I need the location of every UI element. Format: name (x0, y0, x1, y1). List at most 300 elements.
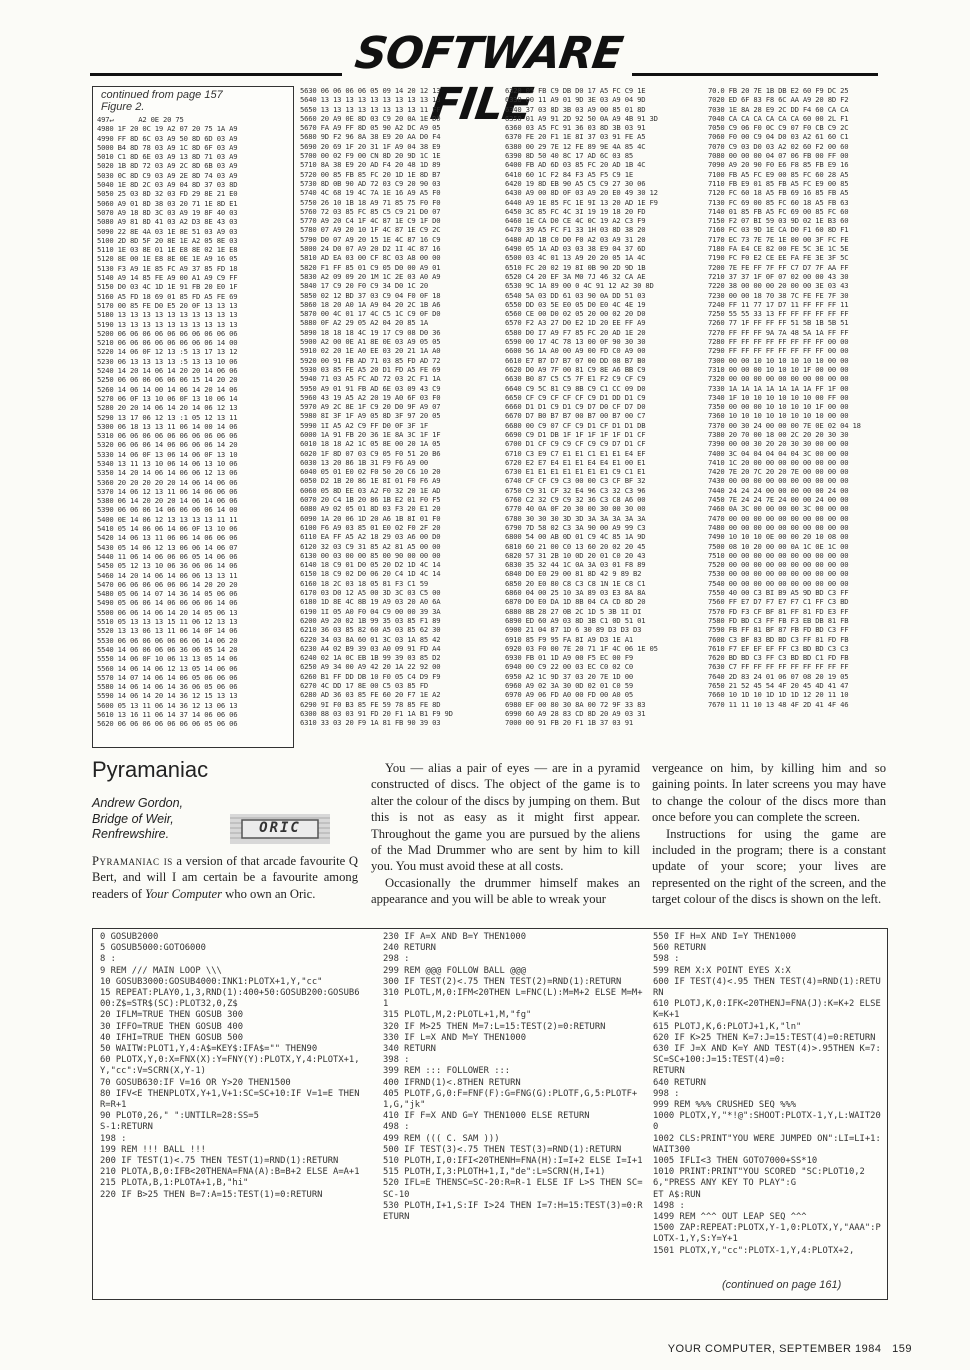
article-paragraph: Instructions for using the game are included in the program; there is a constant update of your score; your lives are represented on the right of the screen, and the target colour of the discs is shown on the left. (652, 826, 886, 907)
hex-line: 5780 07 A9 20 10 1F 4C 87 1E C9 2C (300, 225, 441, 235)
hex-line: 5420 14 06 13 11 06 06 14 06 06 06 (97, 533, 238, 543)
hex-line: 5310 06 06 06 06 06 06 06 06 06 06 (97, 431, 238, 441)
section-title: SOFTWARE FILE (351, 28, 626, 130)
code-line: 1005 IFLI<3 THEN GOTO7000+SS*10 (653, 1156, 818, 1167)
hex-line: 6410 60 1C F2 84 F3 A5 F5 C9 1E (505, 169, 633, 179)
hex-line: 5340 13 11 13 10 06 14 06 13 10 06 (97, 458, 238, 468)
hex-line: 6940 00 C9 22 00 03 EC C0 02 C0 (505, 662, 633, 672)
hex-line: 5760 72 03 85 FC 85 C5 C9 21 D0 07 (300, 206, 441, 216)
hex-line: 6840 D0 E0 29 00 81 8D 42 9 89 B2 (505, 569, 642, 579)
hex-line: 7180 FA E4 CE 82 00 FE 5C 3E 1C 5E (708, 244, 849, 254)
article-intro (92, 853, 358, 902)
hex-line: 5350 14 20 14 06 14 06 06 12 13 06 (97, 468, 238, 478)
hex-line: 6640 C9 5C 81 C9 8B C9 C1 CC 09 D0 (505, 383, 646, 393)
hex-line: 5560 14 06 14 06 12 13 05 14 06 06 (97, 663, 238, 673)
hex-line: 5140 A9 14 85 FE A9 00 A1 A9 C9 FF (97, 273, 238, 283)
author-name: Andrew Gordon, (92, 796, 184, 810)
hex-line: 6390 8D 50 40 8C 17 AD 6C 03 85 (505, 151, 633, 161)
hex-line: 5730 8D 0B 90 AD 72 03 C9 20 90 03 (300, 178, 441, 188)
hex-line: 6200 A9 20 02 1B 99 35 03 85 F1 89 (300, 615, 441, 625)
hex-line: 5720 00 85 FB 85 FC 20 1D 1E 8D B7 (300, 169, 441, 179)
hex-line: 6470 39 A5 FC F1 33 1H 03 8D 38 20 (505, 225, 646, 235)
hex-line: 6040 05 01 E0 02 F0 50 20 C6 10 20 (300, 467, 441, 477)
hex-line: 5500 06 06 14 06 14 20 14 05 06 13 (97, 607, 238, 617)
hex-line: 6380 00 29 7E 12 FE 89 9E 4A 85 4C (505, 141, 646, 151)
hex-line: 5450 05 12 13 10 06 36 06 06 14 06 (97, 561, 238, 571)
hex-line: 5480 05 06 14 07 14 36 14 05 06 06 (97, 589, 238, 599)
hex-line: 7160 FC 03 9D 1E CA D0 F1 60 8D F1 (708, 225, 849, 235)
hex-line: 5750 26 10 1B 18 A9 71 85 75 F0 F0 (300, 197, 441, 207)
hex-line: 7600 C3 BF 83 BD BD C3 FF 81 FD FB (708, 634, 849, 644)
hex-line: 5510 05 13 13 13 15 11 06 12 13 13 (97, 617, 238, 627)
code-line: 520 IFL=E THENSC=SC-20:R=R-1 ELSE IF L>S THEN SC=SC-10 (383, 1178, 643, 1200)
hex-line: 5160 A5 FD 18 69 01 85 FD A5 FE 69 (97, 291, 238, 301)
code-line: 1002 CLS:PRINT"YOU WERE JUMPED ON":LI=LI+1:WAIT300 (653, 1133, 881, 1155)
hex-line: 5830 A2 09 09 20 1M 1C 2E 03 A0 A9 (300, 271, 441, 281)
code-line: 30 IFFO=TRUE THEN GOSUB 400 (100, 1021, 243, 1032)
hex-line: 6740 CF CF C9 C3 00 00 C3 CF BF 32 (505, 476, 646, 486)
hex-line: 6010 18 18 A2 1C 05 8E 00 20 1A 05 (300, 439, 441, 449)
code-line: 410 IF F=X AND G=Y THEN1000 ELSE RETURN (383, 1111, 590, 1122)
hex-line: 6480 AD 1B C0 D0 F0 A2 03 A9 31 20 (505, 234, 646, 244)
code-line: 8 : (100, 954, 116, 965)
hex-line: 6910 85 F9 95 FA 8I A9 D3 1E A1 (505, 634, 633, 644)
code-line: 330 IF L=X AND M=Y THEN1000 (383, 1032, 526, 1043)
hex-line: 6260 B1 FF DD DB 10 F0 05 C4 D9 F9 (300, 671, 441, 681)
hex-line: 7400 3C 04 04 04 04 04 3C 00 00 00 (708, 448, 849, 458)
hex-line: 6730 E1 E1 E1 E1 E1 E1 E1 C9 C1 E1 (505, 467, 646, 477)
hex-line: 6580 D0 I7 A9 F7 85 FC 20 AD 1E 20 (505, 327, 646, 337)
code-line: 1498 : (653, 1200, 685, 1211)
author-town: Bridge of Weir, (92, 811, 174, 826)
hex-line: 6240 02 1A 0C EB 1B 99 39 03 85 D2 (300, 653, 441, 663)
hex-line: 6520 C4 20 EF 3A M0 7J 46 32 CA AE (505, 271, 646, 281)
code-line: 50 WAITW:PLOT1,Y,4:A$=KEY$:IFA$="" THEN90 (100, 1044, 318, 1055)
hex-line: 6360 03 A5 FC 91 36 03 8D 3B 03 91 (505, 123, 646, 133)
hex-line: 7290 FF FF FF FF FF FF FF FF 00 00 (708, 346, 849, 356)
code-line: 550 IF H=X AND I=Y THEN1000 (653, 932, 796, 942)
hex-line: 6530 9C 1A 89 00 0 4C 91 12 A2 30 8D (505, 281, 654, 291)
code-line: 1499 REM ^^^ OUT LEAP SEQ ^^^ (653, 1212, 807, 1223)
hex-line: 5870 00 4C 01 17 4C C5 1C C9 0F D0 (300, 309, 441, 319)
hex-line: 7390 00 00 30 20 20 30 30 00 00 00 (708, 439, 849, 449)
hex-line: 7530 00 00 00 00 00 00 00 00 00 00 (708, 569, 849, 579)
code-line: 499 REM ((( C. SAM ))) (383, 1133, 500, 1144)
hex-line: 6720 E2 E7 E4 E1 E1 E4 E4 E1 00 E1 (505, 457, 646, 467)
code-line: 299 REM @@@ FOLLOW BALL @@@ (383, 965, 526, 976)
hex-line: 6620 D0 A9 7F 00 81 C9 8E A6 BB C9 (505, 364, 646, 374)
hex-line: 5240 14 20 14 06 14 20 20 14 06 06 (97, 366, 238, 376)
hex-line: 5320 06 06 06 14 06 06 06 06 14 20 (97, 440, 238, 450)
hex-line: 6430 A9 00 8D 0F 03 A9 20 E0 49 30 12 (505, 188, 658, 198)
code-line: 5 GOSUB5000:GOTO6000 (100, 943, 206, 954)
hex-line: 6630 B0 87 C5 C5 7F E1 F2 C9 CF C9 (505, 374, 646, 384)
hex-line: 5650 13 13 13 13 13 13 13 13 11 FF (300, 104, 441, 114)
code-line: 60 PLOTX,Y,0:X=FNX(X):Y=FNY(Y):PLOTX,Y,4:PLOTX+1,Y,"cc":V=SCRN(X,Y-1) (100, 1055, 360, 1077)
oric-badge-label: ORIC (259, 820, 301, 836)
code-line: 530 PLOTH,I+1,S:IF I>24 THEN I=7:H=15:TEST(3)=0:RETURN (383, 1200, 643, 1223)
hex-line: 7090 A9 20 90 F0 E6 F8 85 FB E9 16 (708, 160, 849, 170)
hex-line: 7490 10 10 10 0E 00 00 20 10 08 00 (708, 532, 849, 542)
hex-line: 6670 D7 B0 B7 B7 00 B7 00 B7 00 C7 (505, 411, 646, 421)
hex-line: 7440 24 24 24 00 00 00 00 00 24 00 (708, 485, 849, 495)
hex-line: 6000 1A 91 FB 20 36 1E 8A 3C 1F 1F (300, 429, 441, 439)
hex-line: 5810 AD EA 03 00 CF 8C 03 A8 00 00 (300, 253, 441, 263)
hex-line: 5840 17 C9 20 F0 C9 34 D0 1C 20 (300, 281, 428, 291)
hex-line: 7580 FD BD C3 FF FB F3 EB DB 81 FB (708, 615, 849, 625)
hex-line: 7510 00 00 00 00 00 00 00 00 00 00 (708, 550, 849, 560)
hex-line: 7300 00 00 10 10 10 10 10 10 00 00 (708, 355, 849, 365)
code-line: S-1:RETURN (100, 1122, 153, 1133)
hex-line: 4980 1F 20 0C 19 A2 07 20 75 1A A9 (97, 124, 238, 134)
hex-line: 7170 EC 73 7E 7E 1E 00 00 3F FC FE (708, 234, 849, 244)
hex-line: 5820 F1 FF 85 01 C9 05 D0 00 A9 01 (300, 262, 441, 272)
hex-line: 6760 C2 32 C9 C9 32 36 C3 C8 A6 00 (505, 495, 646, 505)
hex-line: 6350 01 A9 91 2D 92 50 0A A9 4B 91 3D (505, 113, 658, 123)
hex-line: 6300 88 03 03 91 FD 20 F1 1A B1 F9 9D (300, 708, 453, 718)
hex-line: 7430 00 00 00 00 00 00 00 00 00 00 (708, 476, 849, 486)
code-line: 405 PLOTF,G,0:F=FNF(F):G=FNG(G):PLOTF,G,5:PLOTF+1,G,"jk" (383, 1088, 638, 1111)
hex-line: 7100 FB A5 FC E9 00 85 FC 60 28 A5 (708, 169, 849, 179)
hex-line: 6050 D2 1B 20 86 1E 8I 01 F0 F6 A9 (300, 476, 441, 486)
header-rule-left (90, 73, 342, 76)
hex-line: 5790 D0 07 A9 20 15 1E 4C 87 16 C9 (300, 234, 441, 244)
hex-line: 5600 05 13 11 06 14 36 12 13 06 13 (97, 700, 238, 710)
hex-line: 5540 14 06 06 06 06 36 06 05 14 20 (97, 644, 238, 654)
code-line: 320 IF M>25 THEN M=7:L=15:TEST(2)=0:RETURN (383, 1021, 606, 1032)
code-line: 9 REM /// MAIN LOOP \\\ (100, 965, 222, 976)
hex-line: 7560 FF E7 D7 F7 E7 F7 C1 FF C3 BD (708, 597, 849, 607)
hex-line: 5300 06 18 13 13 11 06 14 00 14 06 (97, 421, 238, 431)
hex-line: 5400 0E 14 06 12 13 13 13 13 11 11 (97, 514, 238, 524)
hex-line: 7320 00 00 00 00 00 00 00 00 00 00 (708, 374, 849, 384)
hex-line: 5880 0F A2 29 05 A2 04 20 85 1A (300, 318, 428, 328)
hex-line: 6490 05 1A AD 03 03 38 E9 04 37 6D (505, 244, 646, 254)
hex-column-1 (93, 115, 293, 737)
basic-listing-column-1 (100, 932, 362, 1294)
hex-line: 5330 14 06 0F 13 06 14 06 0F 13 10 (97, 449, 238, 459)
hex-line: 6890 ED 60 A9 03 8D 3B C1 0D 51 01 (505, 615, 646, 625)
code-line: 515 PLOTH,I,3:PLOTH+1,I,"de":L=SCRN(H,I+1) (383, 1167, 606, 1178)
hex-line: 5370 14 06 12 13 11 06 14 06 06 06 (97, 486, 238, 496)
hex-line: 7460 0A 3C 00 00 00 00 3C 00 00 00 (708, 504, 849, 514)
hex-line: 6250 A9 34 00 A9 42 20 1A 22 92 00 (300, 662, 441, 672)
hex-line: 7360 10 10 10 10 10 10 10 10 00 00 (708, 411, 849, 421)
hex-line: 5410 05 14 06 06 14 06 0F 13 10 06 (97, 524, 238, 534)
hex-line: 5100 2D 8D 5F 20 8E 1E A2 05 8E 03 (97, 235, 238, 245)
article-column-3 (652, 760, 886, 908)
hex-line: 6950 A2 1C 9D 37 03 20 7E 1D 00 (505, 671, 633, 681)
basic-listing-column-3 (653, 932, 881, 1274)
hex-line: 5200 06 06 06 06 06 06 06 06 06 06 (97, 328, 238, 338)
code-line: 1010 PRINT:PRINT"YOU SCORED "SC:PLOT10,26,"PRESS ANY KEY TO PLAY":G (653, 1167, 865, 1189)
hex-line: 7070 C9 03 D0 03 A2 02 60 F2 00 60 (708, 141, 849, 151)
hex-line: 6120 32 03 C9 31 85 A2 81 A5 00 00 (300, 541, 441, 551)
hex-line: 5950 A9 01 91 FB AD 6E 03 09 43 C9 (300, 383, 441, 393)
hex-line: 6980 EF 00 80 30 8A 00 72 9F 33 83 (505, 699, 646, 709)
hex-line: 5280 20 20 14 06 14 20 14 06 12 13 (97, 403, 238, 413)
code-line: 640 RETURN (653, 1077, 706, 1088)
hex-line: 5740 4C 68 19 4C 7A 1E 16 A9 A5 F0 (300, 188, 441, 198)
hex-line: 6510 FC 20 02 19 8I 0B 90 2D 9D 1B (505, 262, 646, 272)
code-line: 599 REM X:X POINT EYES X:X (653, 965, 791, 976)
hex-line: 7620 BD BD C3 FF C3 BD BD C1 FD FB (708, 653, 849, 663)
code-line: 230 IF A=X AND B=Y THEN1000 (383, 932, 526, 942)
hex-line: 5190 13 13 13 13 13 13 13 13 13 13 (97, 319, 238, 329)
hex-line: 5700 00 02 F9 00 CN 8D 20 9D 1C 1E (300, 151, 441, 161)
hex-line: 7380 20 70 00 18 00 2C 20 20 30 30 (708, 429, 849, 439)
intro-magazine: Your Computer (145, 886, 223, 901)
hex-line: 7040 CA CA CA CA CA CA 60 00 2L F1 (708, 113, 849, 123)
hex-line: 5550 14 06 0F 10 06 13 13 05 14 06 (97, 654, 238, 664)
hex-line: 5090 22 8E 4A 03 1E 8E 51 03 A9 03 (97, 226, 238, 236)
code-line: 1500 ZAP:REPEAT:PLOTX,Y-1,0:PLOTX,Y,"AAA":PLOTX-1,Y,S:Y=Y+1 (653, 1223, 881, 1245)
hex-line: 7270 FF FF FF 9A 7A 48 5A 1A FF FF (708, 327, 849, 337)
hex-line: 5980 8I 3F 1F A9 05 8D 3F 97 20 05 (300, 411, 441, 421)
hex-line: 6330 00 11 A9 01 9D 3E 03 A9 04 9D (505, 95, 646, 105)
hex-line: 5460 14 20 14 06 14 06 06 13 13 11 (97, 570, 238, 580)
hex-line: 6100 F6 A9 03 85 01 E0 02 F0 2F 20 (300, 522, 441, 532)
hex-line: 6370 FE 20 F1 1E 8I 37 03 91 FE A5 (505, 132, 646, 142)
code-line: 298 : (383, 954, 410, 965)
hex-line: 6500 03 4C 01 13 A9 20 20 05 1A 4C (505, 253, 646, 263)
hex-line: 5680 9D F2 96 8A 38 E9 20 AA D0 F4 (300, 132, 441, 142)
code-line: 598 : (653, 954, 680, 965)
code-line: 0 GOSUB2000 (100, 932, 159, 942)
hex-line: 5120 8E 00 1E E8 8E 0E 1E A9 16 05 (97, 254, 238, 264)
hex-line: 7060 F0 00 C9 04 D0 03 A2 61 60 C1 (708, 132, 849, 142)
hex-line: 5440 11 06 14 06 06 06 05 14 06 06 (97, 551, 238, 561)
hex-line: 7190 FC F0 E2 CE EE FA FE 3E 3F 5C (708, 253, 849, 263)
figure-label: Figure 2. (101, 101, 145, 113)
intro-lead: Pyramaniac is (92, 854, 173, 868)
hex-line: 5010 C1 8D 6E 03 A9 13 8D 71 03 A9 (97, 152, 238, 162)
hex-line: 5930 03 85 FE A5 20 D1 FD A5 FE 69 (300, 364, 441, 374)
hex-line: 5940 71 03 A5 FC AD 72 03 2C F1 1A (300, 374, 441, 384)
hex-line: 5580 14 06 14 06 14 36 06 05 06 06 (97, 682, 238, 692)
hex-line: 6020 1F 8D 07 03 C9 05 F0 51 20 B6 (300, 448, 441, 458)
hex-line: 6920 03 F0 00 7E 20 71 1F 4C 06 1E 05 (505, 643, 658, 653)
page-footer: YOUR COMPUTER, SEPTEMBER 1984 159 (667, 1343, 912, 1355)
hex-line: 7650 21 52 45 54 4F 20 45 4D 41 47 (708, 681, 849, 690)
hex-line: 6080 A9 02 05 01 8D 03 F3 20 E1 20 (300, 504, 441, 514)
hex-line: 7350 00 00 00 10 10 10 10 1F 00 00 (708, 402, 849, 412)
hex-line: 5070 A9 18 8D 3C 03 A9 19 8F 40 03 (97, 207, 238, 217)
hex-line: 7420 7E 20 7C 20 20 7E 00 00 00 00 (708, 467, 849, 477)
article-column-2 (371, 760, 640, 908)
hex-line: 5710 8A 38 E9 20 AD F4 20 48 1D 89 (300, 160, 441, 170)
code-line: 20 IFLM=TRUE THEN GOSUB 300 (100, 1010, 243, 1021)
hex-line: 6130 00 03 00 00 85 00 90 00 00 00 (300, 550, 441, 560)
hex-line: 7140 01 85 FB A5 FC 69 00 85 FC 60 (708, 206, 849, 216)
hex-line: 7370 00 30 24 00 00 00 7E 0E 02 04 18 (708, 420, 861, 430)
code-line: 220 IF B>25 THEN B=7:A=15:TEST(1)=0:RETURN (100, 1189, 323, 1200)
hex-line: 6160 18 2C 03 18 05 81 F3 C1 59 (300, 578, 428, 588)
hex-line: 6680 00 C9 07 CF C9 D1 CF D1 D1 DB (505, 420, 646, 430)
code-line: 1501 PLOTX,Y,"cc":PLOTX-1,Y,4:PLOTX+2, (653, 1245, 855, 1256)
code-line: 310 PLOTL,M,0:IFM<20THEN L=FNC(L):M=M+2 ELSE M=M+1 (383, 988, 643, 1010)
hex-line: 5390 06 06 06 14 06 06 06 06 14 00 (97, 505, 238, 515)
article-paragraph: vergeance on him, by killing him and so gaining points. In later screens you may have to change the colour of the discs more than once before you can complete the screen. (652, 761, 886, 825)
hex-column-3 (505, 86, 705, 746)
hex-line: 5470 06 06 06 06 06 06 14 20 20 20 (97, 579, 238, 589)
hex-line: 6880 8B 28 27 0B 2C 1D 5 3B 1I DI (505, 606, 642, 616)
hex-line: 7330 1A 1A 1A 1A 1A 1A 1A FF 1F 00 (708, 383, 849, 393)
header-rule-right (632, 73, 878, 76)
code-line: 240 RETURN (383, 943, 436, 954)
hex-line: 6560 CE 00 D0 02 05 20 00 02 20 D0 (505, 309, 646, 319)
code-line: 560 RETURN (653, 943, 706, 954)
code-line: 630 IF J=X AND K=Y AND TEST(4)>.95THEN K=7:SC=SC+100:J=15:TEST(4)=0: (653, 1044, 881, 1066)
hex-line: 6930 FB 01 1D A9 00 F5 EC 00 F9 (505, 653, 633, 663)
hex-line: 7450 7E 24 24 7E 24 00 00 24 00 00 (708, 495, 849, 505)
hex-column-4 (708, 86, 886, 746)
code-line: RETURN (653, 1066, 685, 1077)
code-line: 215 PLOTA,B,1:PLOTA+1,B,"hi" (100, 1178, 249, 1189)
hex-line: 5170 00 85 FE D0 E5 20 0F 13 13 13 (97, 300, 238, 310)
hex-line: 6700 D1 CF C9 C9 CF C9 C9 D7 D1 CF (505, 439, 646, 449)
code-line: 999 REM %%% CRUSHED SEQ %%% (653, 1100, 796, 1111)
hex-line: 6790 7D 58 02 C3 3A 90 00 A9 99 C3 (505, 522, 646, 532)
hex-line: 5640 13 13 13 13 13 13 13 13 13 13 (300, 95, 441, 105)
hex-line: 6070 20 C4 1B 20 86 1B E2 01 F0 F5 (300, 495, 441, 505)
hex-line: 7480 00 00 00 00 00 00 00 00 00 00 (708, 522, 849, 532)
hex-line: 7200 7E FE FF 7F FF C7 D7 7F AA FF (708, 262, 849, 272)
code-line: 80 IFV<E THENPLOTX,Y+1,V+1:SC=SC+10:IF V=1=E THEN R=R+1 (100, 1088, 360, 1111)
hex-line: 7310 00 00 00 10 10 10 1F 00 00 00 (708, 364, 849, 374)
hex-line: 6600 56 1A A0 00 A9 00 FD C0 A9 00 (505, 346, 646, 356)
article-paragraph: You — alias a pair of eyes — are in a pyramid constructed of discs. The object of the game is to alter the colour of the discs by jumping on them. But this is not as easy as it might first appear. Throughout the game you are pursued by the aliens of the Mad Drummer who are sent by him to kill you. You must avoid these at all costs. (371, 761, 640, 874)
hex-line: 6420 19 8D EB 90 A5 C5 C9 27 30 06 (505, 178, 646, 188)
code-line: 500 IF TEST(3)<.75 THEN TEST(3)=RND(1):RETURN (383, 1144, 622, 1155)
hex-line: 7660 10 1D 10 1D 1D 1D 12 20 11 10 (708, 690, 849, 700)
author-block (92, 796, 183, 843)
hex-line: 5970 A9 2C 8E 1F C9 20 D0 9F A9 07 (300, 402, 441, 412)
hex-line: 5030 0C 8D C9 03 A9 2E 8D 74 03 A9 (97, 170, 238, 180)
hex-line: 5590 14 06 14 20 14 36 12 15 13 13 (97, 691, 238, 701)
hex-line: 5610 13 16 11 06 14 37 14 06 06 06 (97, 710, 238, 719)
hex-line: 6060 05 8D EE 03 A2 F0 32 20 1E AD (300, 485, 441, 495)
hex-line: 7670 11 11 10 13 48 4F 2D 41 4F 46 (708, 699, 849, 709)
hex-line: 7130 FC 69 00 85 FC 60 18 A5 FB 63 (708, 197, 849, 207)
hex-line: 7500 08 10 20 00 00 0A 1C 0E 1C 00 (708, 541, 849, 551)
hex-line: 6810 60 21 00 C0 13 60 20 02 20 45 (505, 541, 646, 551)
hex-line: 5250 06 06 06 06 06 06 15 14 20 20 (97, 375, 238, 385)
hex-line: 5210 06 06 06 06 06 06 06 06 14 00 (97, 338, 238, 348)
code-line: 1000 PLOTX,Y,"*!@":SHOOT:PLOTX-1,Y,L:WAIT200 (653, 1111, 881, 1133)
hex-line: 7410 1C 20 00 00 00 00 00 00 00 00 (708, 457, 849, 467)
hex-line: 6820 57 31 2B 10 0D 20 01 C0 20 43 (505, 550, 646, 560)
hex-line: 7610 F7 EF EF EF FF C3 BD BD C3 C3 (708, 643, 849, 653)
hex-line: 5360 20 20 20 20 20 14 06 14 06 06 (97, 477, 238, 487)
hex-line: 7230 00 00 18 70 38 7C FE FE 7F 30 (708, 290, 849, 300)
hex-line: 5260 14 06 14 00 14 06 14 20 14 06 (97, 384, 238, 394)
hex-line: 5040 1E 8D 2C 03 A9 04 8D 37 03 8D (97, 180, 238, 190)
hex-line: 7590 FB FF 81 BF 87 FB FD BD C3 FF (708, 625, 849, 635)
hex-line: 5110 1E 03 8E 01 1E E8 8E 02 1E E8 (97, 245, 238, 255)
hex-line: 6190 1I 05 A0 F0 04 C9 00 00 39 3A (300, 606, 441, 616)
hex-line: 5020 1B 8D 72 03 A9 2C 8D 6B 03 A9 (97, 161, 238, 171)
code-line: 10 GOSUB3000:GOSUB4000:INK1:PLOTX+1,Y,"cc" (100, 976, 323, 987)
hex-line: 6710 C3 E9 C7 E1 E1 C1 E1 E1 E4 EF (505, 448, 646, 458)
hex-line: 5990 1I A5 A2 C9 FF D0 0F 3F 1F (300, 420, 428, 430)
hex-line: 7210 37 37 1F 0F 07 02 00 00 43 30 (708, 271, 849, 281)
hex-line: 5270 06 0F 13 10 06 0F 13 10 06 14 (97, 393, 238, 403)
code-line: 200 IF TEST(1)<.75 THEN TEST(1)=RND(1):RETURN (100, 1156, 339, 1167)
hex-line: 6650 CF C9 CF CF CF C9 D1 DD D1 C9 (505, 392, 646, 402)
code-line: 498 : (383, 1122, 410, 1133)
hex-line: 7540 00 00 00 00 00 00 00 00 00 00 (708, 578, 849, 588)
code-line: 70 GOSUB630:IF V=16 OR Y>20 THEN1500 (100, 1077, 291, 1088)
hex-line: 7340 1F 10 10 10 10 10 10 00 FF 00 (708, 392, 849, 402)
hex-line: 5770 A9 20 C4 1F 4C 87 1E C9 1F D0 (300, 216, 441, 226)
hex-line: 5570 14 07 14 06 14 06 05 06 06 06 (97, 672, 238, 682)
hex-line: 7260 77 1F FF FF FF 51 5B 1B 5B 51 (708, 318, 849, 328)
hex-line: 7110 FB E9 01 85 FB A5 FC E9 00 85 (708, 178, 849, 188)
code-line: 998 : (653, 1088, 680, 1099)
hex-line: 7240 FF 11 77 17 D7 11 FF FF FF 11 (708, 299, 849, 309)
code-line: 399 REM ::: FOLLOWER ::: (383, 1066, 511, 1077)
hex-line: 497↵ A2 0E 20 75 (97, 115, 184, 124)
hex-line: 5220 14 06 0F 12 13 :5 13 17 13 12 (97, 347, 238, 357)
hex-line: 7640 2D 83 24 01 06 07 08 20 19 05 (708, 671, 849, 681)
hex-line: 5960 43 19 A5 A2 20 19 A0 6F 03 F0 (300, 392, 441, 402)
hex-line: 6030 13 20 86 1B 31 F9 F6 A9 00 (300, 457, 428, 467)
code-line: 315 PLOTL,M,2:PLOTL+1,M,"fg" (383, 1010, 532, 1021)
hex-line: 5150 D0 03 4C 1D 1E 91 FB 20 E0 1F (97, 282, 238, 292)
oric-badge (230, 814, 330, 844)
hex-line: 7570 FD F3 CF BF 81 FF 81 FD E3 FF (708, 606, 849, 616)
hex-line: 6220 34 03 8A 60 01 3C 03 1A 85 42 (300, 634, 441, 644)
hex-line: 6110 EA FF A5 A2 18 29 03 A6 00 D0 (300, 532, 441, 542)
code-line: 510 PLOTH,I,0:IFI<20THENH=FNA(H):I=I+2 ELSE I=I+1 (383, 1156, 643, 1167)
continued-on-note: (continued on page 161) (722, 1279, 842, 1291)
hex-line: 7000 00 91 FB 20 F1 1B 37 03 91 (505, 718, 633, 728)
hex-line: 70.0 FB 20 7E 1B DB E2 60 F9 DC 25 (708, 86, 849, 95)
hex-line: 6170 03 D0 12 A5 00 3D 3C 03 C5 00 (300, 588, 441, 598)
hex-line: 6800 54 00 AB 0D 01 C9 4C 85 1A 9D (505, 532, 646, 542)
hex-line: 5900 A2 00 0E A1 8E 0E 03 A9 05 05 (300, 337, 441, 347)
hex-line: 4990 FF 8D 6C 03 A9 50 8D 6D 03 A9 (97, 133, 238, 143)
intro-text: a version of that arcade favourite Q Bert, and will I am certain be a favourite among readers of (92, 854, 358, 901)
hex-line: 5520 13 13 06 13 11 06 14 0F 14 06 (97, 626, 238, 636)
hex-line: 7150 F2 07 BI 59 03 9D 02 1E B3 60 (708, 216, 849, 226)
hex-line: 7080 00 00 00 04 07 06 FB 00 FF 00 (708, 151, 849, 161)
hex-line: 6150 18 C9 02 D0 06 20 C4 1D 4C 14 (300, 569, 441, 579)
hex-line: 5850 02 12 BD 37 03 C9 04 F0 0F 18 (300, 290, 441, 300)
author-county: Renfrewshire. (92, 827, 170, 841)
code-line: 600 IF TEST(4)<.95 THEN TEST(4)=RND(1):RETURN (653, 976, 881, 999)
hex-line: 7120 FC 60 18 A5 FB 69 16 85 FB A5 (708, 188, 849, 198)
hex-line: 6280 AD 36 03 85 FE 60 20 F7 1E A2 (300, 690, 441, 700)
hex-line: 5380 06 14 20 20 20 14 06 14 06 06 (97, 496, 238, 506)
continued-from-note: continued from page 157 (101, 89, 223, 101)
code-line: 620 IF K>25 THEN K=7:J=15:TEST(4)=0:RETURN (653, 1032, 876, 1043)
hex-line: 5670 FA A9 FF 8D 05 90 A2 DC A9 05 (300, 123, 441, 133)
code-line: 398 : (383, 1055, 410, 1066)
hex-line: 6460 1E CA D0 CE 4C 0C 19 A2 C3 F9 (505, 216, 646, 226)
hex-line: 6850 20 E0 80 C8 C3 C8 1N 1E C8 C1 (505, 578, 646, 588)
hex-line: 7030 1E 8A 28 E9 2C DD F4 60 CA CA (708, 104, 849, 114)
code-line: 300 IF TEST(2)<.75 THEN TEST(2)=RND(1):RETURN (383, 976, 622, 987)
hex-line: 7050 C9 06 F0 0C C9 07 F0 CB C9 2C (708, 123, 849, 133)
hex-line: 5000 B4 8D 78 03 A9 1C 8D 6F 03 A9 (97, 142, 238, 152)
basic-listing-column-2 (383, 932, 645, 1294)
hex-line: 7250 55 55 33 13 FF FF FF FF FF FF (708, 309, 849, 319)
hex-line: 5910 02 20 1E A0 EE 03 20 21 1A A0 (300, 346, 441, 356)
hex-line: 6960 A9 02 3A 30 0D 02 01 C0 59 (505, 681, 633, 690)
hex-line: 6570 F2 A3 27 D0 E2 1D 20 EE FF A9 (505, 318, 646, 328)
